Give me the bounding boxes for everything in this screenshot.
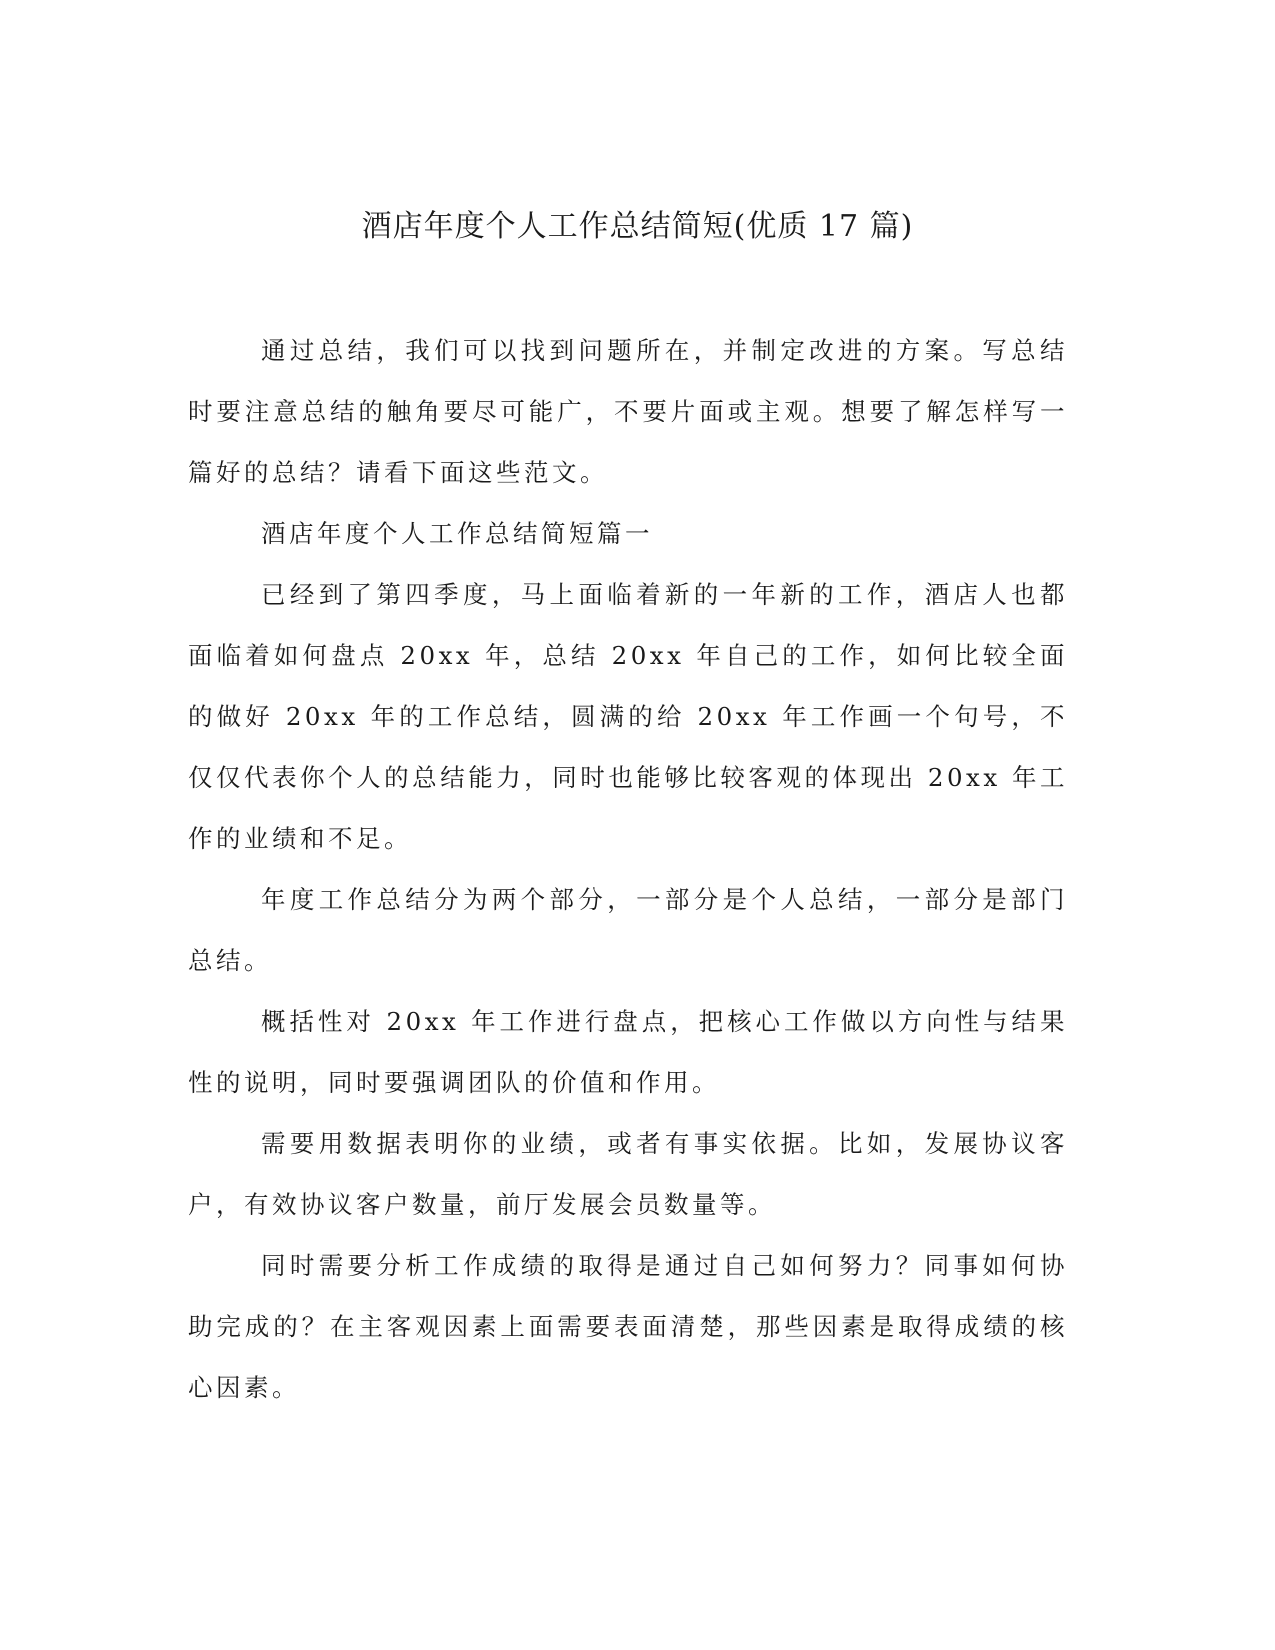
body-paragraph: 需要用数据表明你的业绩，或者有事实依据。比如，发展协议客户，有效协议客户数量，前厅发展会员数量等。 <box>188 1129 1068 1219</box>
body-paragraph: 同时需要分析工作成绩的取得是通过自己如何努力？同事如何协助完成的？在主客观因素上面需要表面清楚，那些因素是取得成绩的核心因素。 <box>188 1251 1068 1402</box>
body-paragraph: 年度工作总结分为两个部分，一部分是个人总结，一部分是部门总结。 <box>188 885 1068 975</box>
body-paragraph: 已经到了第四季度，马上面临着新的一年新的工作，酒店人也都面临着如何盘点 20xx 年，总结 20xx 年自己的工作，如何比较全面的做好 20xx 年的工作总结，圆满的给 20xx 年工作画一个句号，不仅仅代表你个人的总结能力，同时也能够比较客观的体现出 20xx 年工作的业绩和不足。 <box>188 580 1068 853</box>
intro-paragraph: 通过总结，我们可以找到问题所在，并制定改进的方案。写总结时要注意总结的触角要尽可能广，不要片面或主观。想要了解怎样写一篇好的总结？请看下面这些范文。 <box>188 336 1068 487</box>
section-heading: 酒店年度个人工作总结简短篇一 <box>261 519 653 548</box>
document-title: 酒店年度个人工作总结简短(优质 17 篇) <box>361 209 914 244</box>
body-paragraph: 概括性对 20xx 年工作进行盘点，把核心工作做以方向性与结果性的说明，同时要强调团队的价值和作用。 <box>188 1007 1068 1097</box>
document-body <box>188 320 1068 1418</box>
